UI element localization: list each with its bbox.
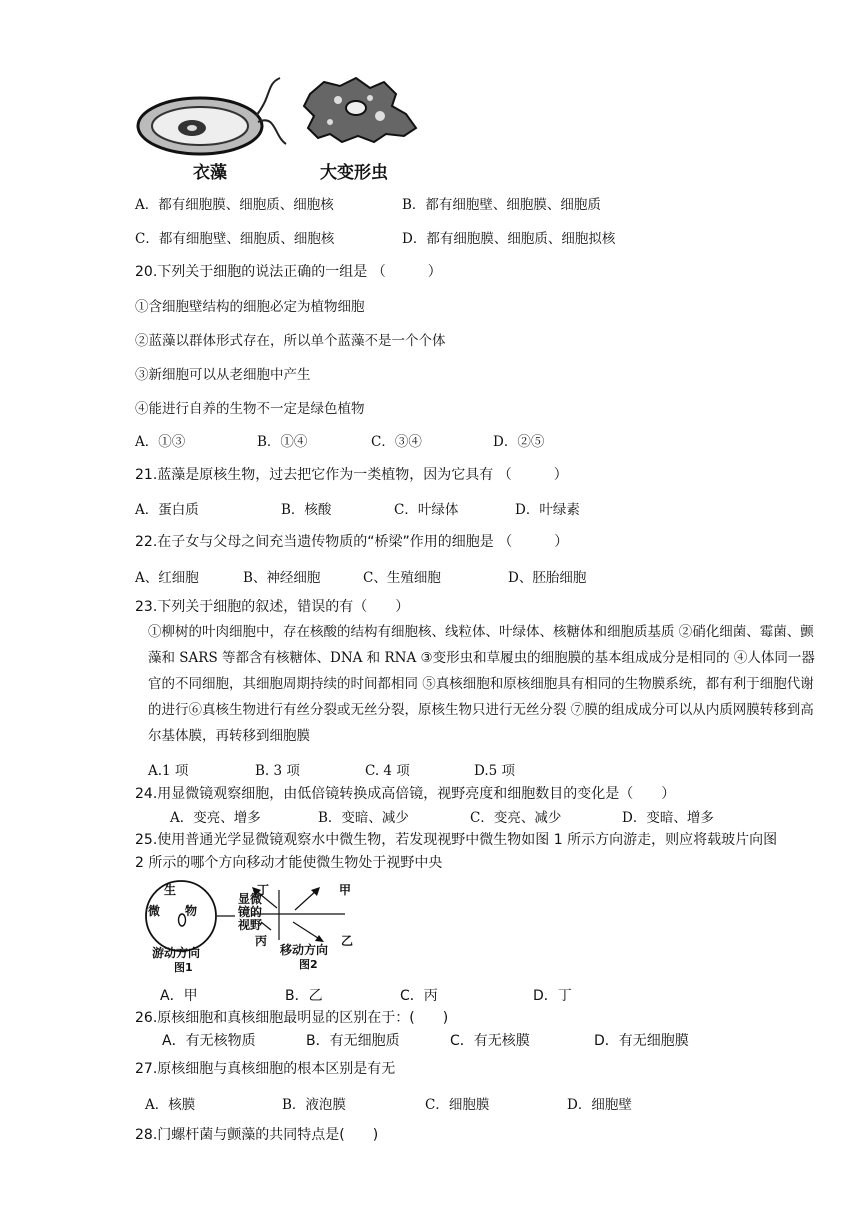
q20-statement-1: ①含细胞壁结构的细胞必定为植物细胞 — [135, 299, 365, 315]
q25-option-b: B．乙 — [285, 988, 323, 1004]
q22-stem: 22.在子女与父母之间充当遗传物质的“桥梁”作用的细胞是 （ ） — [135, 534, 569, 550]
fig2-label-jia: 甲 — [339, 883, 352, 897]
scope-label-2: 镜的 — [238, 905, 263, 919]
q20-option-d: D．②⑤ — [493, 434, 545, 450]
fig2-label-bing: 丙 — [255, 934, 268, 948]
q21-stem: 21.蓝藻是原核生物，过去把它作为一类植物，因为它具有 （ ） — [135, 467, 568, 483]
q24-option-d: D．变暗、增多 — [622, 810, 714, 826]
q27-option-d: D．细胞壁 — [567, 1097, 632, 1113]
fig1-caption: 游动方向 — [152, 946, 201, 960]
q28-stem: 28.门螺杆菌与颤藻的共同特点是( ) — [135, 1127, 379, 1143]
fig1-char-wu: 物 — [185, 904, 198, 918]
organism-illustration — [134, 76, 434, 160]
q20-statement-2: ②蓝藻以群体形式存在，所以单个蓝藻不是一个个体 — [135, 333, 446, 349]
q19-option-c: C．都有细胞壁、细胞质、细胞核 — [135, 231, 335, 247]
q20-option-b: B．①④ — [257, 434, 308, 450]
q25-stem-line1: 25.使用普通光学显微镜观察水中微生物，若发现视野中微生物如图 1 所示方向游走，则应将载玻片向图 — [135, 832, 778, 848]
q26-option-d: D．有无细胞膜 — [594, 1033, 689, 1049]
q21-option-a: A．蛋白质 — [135, 502, 199, 518]
q22-option-c: C、生殖细胞 — [363, 570, 441, 586]
label-chlamydomonas: 衣藻 — [193, 163, 227, 183]
q27-option-c: C．细胞膜 — [425, 1097, 490, 1113]
q22-option-a: A、红细胞 — [135, 570, 199, 586]
q26-option-b: B．有无细胞质 — [306, 1033, 400, 1049]
label-amoeba: 大变形虫 — [320, 163, 388, 183]
q24-option-a: A．变亮、增多 — [170, 810, 261, 826]
q27-option-a: A．核膜 — [145, 1097, 196, 1113]
q20-statement-3: ③新细胞可以从老细胞中产生 — [135, 367, 311, 383]
scope-label-3: 视野 — [238, 918, 263, 932]
q21-option-b: B．核酸 — [281, 502, 332, 518]
q26-option-a: A．有无核物质 — [162, 1033, 256, 1049]
q26-option-c: C．有无核膜 — [450, 1033, 530, 1049]
fig2-name: 图2 — [299, 958, 318, 971]
q27-stem: 27.原核细胞与真核细胞的根本区别是有无 — [135, 1061, 396, 1077]
q23-stem: 23.下列关于细胞的叙述，错误的有（ ） — [135, 599, 410, 615]
q19-option-b: B．都有细胞壁、细胞膜、细胞质 — [402, 197, 601, 213]
q23-option-c: C. 4 项 — [365, 763, 410, 779]
q27-option-b: B．液泡膜 — [282, 1097, 346, 1113]
q19-option-d: D．都有细胞膜、细胞质、细胞拟核 — [402, 231, 616, 247]
q26-stem: 26.原核细胞和真核细胞最明显的区别在于：( ) — [135, 1010, 449, 1026]
fig2-label-ding: 丁 — [257, 883, 270, 897]
q20-option-a: A．①③ — [135, 434, 186, 450]
q20-option-c: C．③④ — [371, 434, 422, 450]
q23-option-d: D.5 项 — [474, 763, 516, 779]
q19-option-a: A．都有细胞膜、细胞质、细胞核 — [135, 197, 334, 213]
q21-option-c: C．叶绿体 — [394, 502, 459, 518]
q22-option-b: B、神经细胞 — [243, 570, 321, 586]
q20-stem: 20.下列关于细胞的说法正确的一组是 （ ） — [135, 264, 442, 280]
fig2-caption: 移动方向 — [280, 943, 329, 957]
amoeba-drawing — [304, 78, 416, 142]
q20-statement-4: ④能进行自养的生物不一定是绿色植物 — [135, 401, 365, 417]
q25-option-c: C．丙 — [400, 988, 438, 1004]
q22-option-d: D、胚胎细胞 — [508, 570, 587, 586]
q23-body: ①柳树的叶肉细胞中，存在核酸的结构有细胞核、线粒体、叶绿体、核糖体和细胞质基质 ②硝化细菌、霉菌、颤藻和 SARS 等都含有核糖体、DNA 和 RNA ③变形虫和草履虫的细胞膜的基本组成成分是相同的 ④人体同一器官的不同细胞，其细胞周期持续的时间都相同 ⑤真核细胞和原核细胞具有相同的生物膜系统，都有利于细胞代谢的进行⑥真核生物进行有丝分裂或无丝分裂，原核生物只进行无丝分裂 ⑦膜的组成成分可以从内质网膜转移到高尔基体膜，再转移到细胞膜 — [148, 624, 815, 744]
q25-option-a: A．甲 — [160, 988, 198, 1004]
q24-stem: 24.用显微镜观察细胞，由低倍镜转换成高倍镜，视野亮度和细胞数目的变化是（ ） — [135, 786, 676, 802]
q25-stem-line2: 2 所示的哪个方向移动才能使微生物处于视野中央 — [135, 855, 443, 871]
chlamydomonas-drawing — [138, 78, 286, 154]
q24-option-c: C．变亮、减少 — [470, 810, 562, 826]
q23-option-a: A.1 项 — [148, 763, 189, 779]
q25-option-d: D．丁 — [533, 988, 572, 1004]
q21-option-d: D．叶绿素 — [515, 502, 580, 518]
q23-option-b: B. 3 项 — [255, 763, 300, 779]
q24-option-b: B．变暗、减少 — [318, 810, 409, 826]
scope-label-1: 显微 — [238, 892, 263, 906]
fig2-label-yi: 乙 — [341, 934, 354, 948]
fig1-name: 图1 — [174, 961, 193, 974]
fig1-char-sheng: 生 — [164, 883, 177, 897]
fig1-char-wei: 微 — [148, 904, 161, 918]
